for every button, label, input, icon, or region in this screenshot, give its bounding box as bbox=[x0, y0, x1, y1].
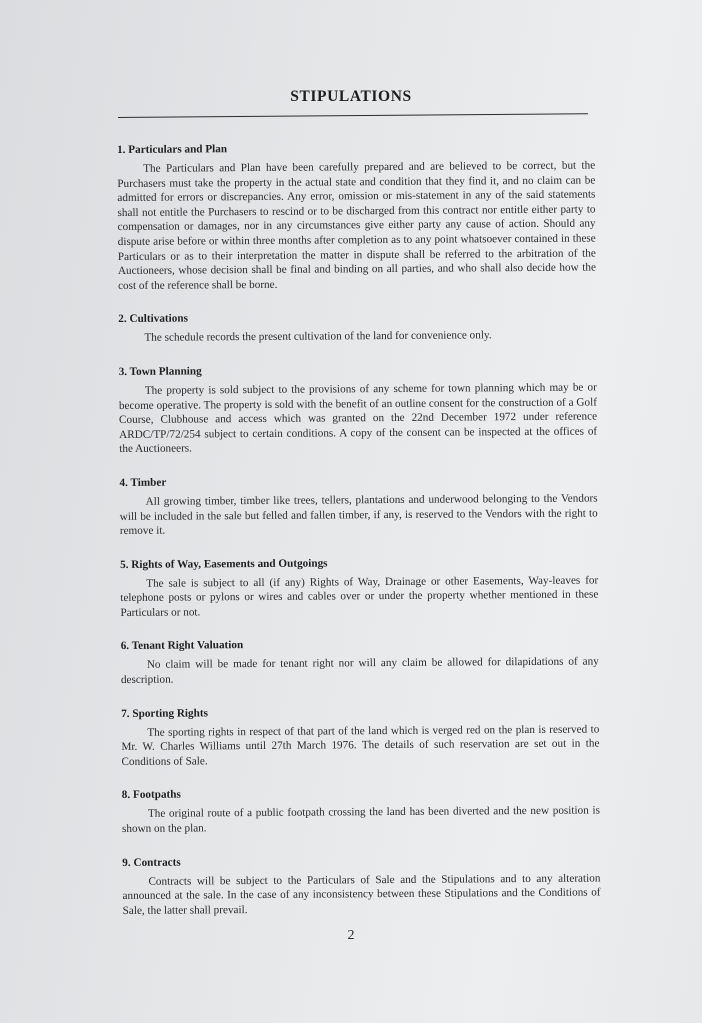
section-heading: 1. Particulars and Plan bbox=[117, 143, 228, 156]
section-rights-of-way bbox=[120, 554, 598, 620]
section-sporting-rights bbox=[121, 703, 599, 769]
section-text: The sale is subject to all (if any) Rights of Way, Drainage or other Easements, Way-leaves for telephone posts or pylons or wires and cables over or under the property whether mentioned in these Particulars or not. bbox=[120, 574, 599, 619]
section-text: The schedule records the present cultivation of the land for convenience only. bbox=[144, 329, 492, 345]
section-heading: 6. Tenant Right Valuation bbox=[120, 639, 244, 653]
section-heading: 9. Contracts bbox=[122, 856, 181, 869]
section-particulars-and-plan bbox=[117, 139, 596, 293]
page-title: STIPULATIONS bbox=[290, 88, 412, 105]
section-timber bbox=[119, 472, 597, 538]
section-footpaths bbox=[122, 785, 600, 837]
page-number: 2 bbox=[347, 928, 355, 943]
section-heading: 2. Cultivations bbox=[118, 312, 188, 326]
section-heading: 7. Sporting Rights bbox=[121, 707, 208, 720]
section-heading: 4. Timber bbox=[119, 476, 167, 489]
section-town-planning bbox=[119, 361, 598, 456]
section-text: All growing timber, timber like trees, tellers, plantations and underwood belonging to the Vendors will be included in the sale but felled and fallen timber, if any, is reserved to the Vendors with the right to remove it. bbox=[119, 492, 598, 538]
section-text: The Particulars and Plan have been carefully prepared and are believed to be correct, but the Purchasers must take the property in the actual state and condition that they find it, and no claim can be admitted for errors or discrepancies. Any error, omission or mis-statement in any of the said statements shall not entitle the Purchasers to rescind or to be discharged from this contract nor entitle either party to compensation or damages, nor in any circumstances give either party any cause of action. Should any dispute arise before or within three months after completion as to any point whatsoever contained in these Particulars or as to their interpretation the matter in dispute shall be referred to the arbitration of the Auctioneers, whose decision shall be final and binding on all parties, and who shall also decide how the cost of the reference shall be borne. bbox=[117, 159, 596, 292]
section-text: The original route of a public footpath crossing the land has been diverted and the new position is shown on the plan. bbox=[121, 804, 600, 836]
stipulations-body bbox=[117, 139, 601, 937]
section-contracts bbox=[122, 852, 600, 918]
title-rule bbox=[118, 113, 588, 118]
section-text: The sporting rights in respect of that part of the land which is verged red on the plan is reserved to Mr. W. Charles Williams until 27th March 1976. The details of such reservation are set out in the Conditions of Sale. bbox=[121, 723, 600, 768]
section-text: No claim will be made for tenant right nor will any claim be allowed for dilapidations of any description. bbox=[120, 655, 599, 687]
section-cultivations bbox=[118, 309, 596, 346]
section-heading: 8. Footpaths bbox=[121, 788, 181, 802]
section-text: The property is sold subject to the provisions of any scheme for town planning which may be or become operative. The property is sold with the benefit of an outline consent for the construction of a Golf Course, Clubhouse and access which was granted on the 22nd December 1972 under reference ARDC/TP/72/254 subject to certain conditions. A copy of the consent can be inspected at the offices of the Auctioneers. bbox=[118, 381, 598, 456]
section-tenant-right-valuation bbox=[121, 636, 599, 688]
section-text: Contracts will be subject to the Particulars of Sale and the Stipulations and to any alteration announced at the sale. In the case of any inconsistency between these Stipulations and the Conditions of Sale, the latter shall prevail. bbox=[122, 872, 601, 917]
section-heading: 5. Rights of Way, Easements and Outgoings bbox=[120, 557, 328, 571]
section-heading: 3. Town Planning bbox=[118, 365, 202, 378]
